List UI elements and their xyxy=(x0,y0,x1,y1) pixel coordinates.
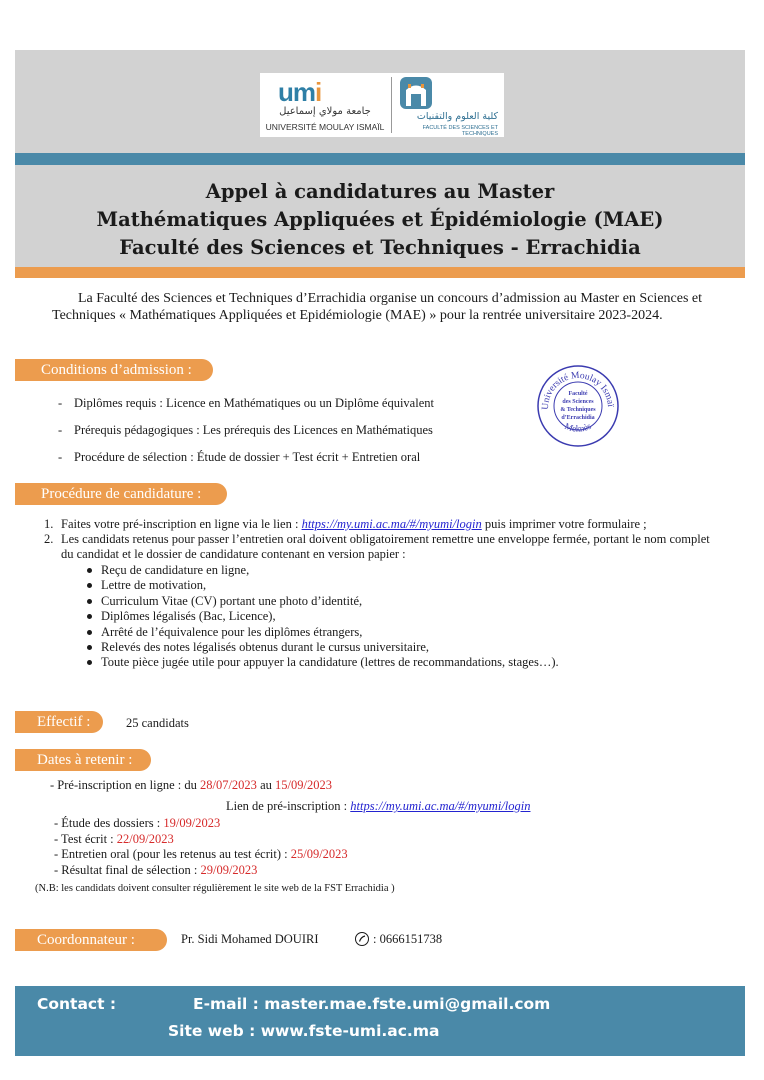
step-text: Les candidats retenus pour passer l’entretien oral doivent obligatoirement remettre une enveloppe fermée, portant le nom complet du candidat et le dossier de candidature contenant en version papier : xyxy=(61,532,710,561)
stamp-center-line: des Sciences xyxy=(562,399,594,405)
umi-logo-mark: umi xyxy=(278,77,322,107)
faculty-stamp xyxy=(536,364,620,448)
list-item xyxy=(54,816,348,832)
list-item: Lettre de motivation, xyxy=(84,578,724,593)
stamp-center-line: & Techniques xyxy=(560,407,596,413)
date-value: 19/09/2023 xyxy=(163,816,221,830)
key-dates-list xyxy=(54,816,348,878)
list-item: Arrêté de l’équivalence pour les diplômes étrangers, xyxy=(84,625,724,640)
list-item xyxy=(54,847,348,863)
preinscription-link[interactable]: https://my.umi.ac.ma/#/myumi/login xyxy=(350,799,531,813)
list-item: Reçu de candidature en ligne, xyxy=(84,563,724,578)
phone-icon xyxy=(354,931,370,947)
list-item: Diplômes légalisés (Bac, Licence), xyxy=(84,609,724,624)
date-label: - Résultat final de sélection : xyxy=(54,862,201,877)
date-value: 29/09/2023 xyxy=(200,862,258,877)
contact-email[interactable]: E-mail : master.mae.fste.umi@gmail.com xyxy=(193,995,551,1013)
title-line-3: Faculté des Sciences et Techniques - Errachidia xyxy=(119,236,641,259)
list-item: - Diplômes requis : Licence en Mathématiques ou un Diplôme équivalent xyxy=(58,390,518,417)
contact-label: Contact : xyxy=(37,995,117,1013)
procedure-heading: Procédure de candidature : xyxy=(15,483,227,505)
step-text: puis imprimer votre formulaire ; xyxy=(481,517,647,531)
umi-logo-latin: UNIVERSITÉ MOULAY ISMAÏL xyxy=(265,122,385,132)
date-value: 22/09/2023 xyxy=(116,831,174,846)
fst-logo-arabic: كلية العلوم والتقنيات xyxy=(416,111,498,122)
website-note: (N.B: les candidats doivent consulter régulièrement le site web de la FST Errachidia ) xyxy=(35,883,395,894)
logos-banner xyxy=(260,73,504,137)
list-item: - Prérequis pédagogiques : Les prérequis des Licences en Mathématiques xyxy=(58,417,518,444)
stamp-bottom-text: Meknès xyxy=(563,420,593,434)
orange-divider-band xyxy=(15,267,745,278)
umi-logo xyxy=(260,73,390,137)
date-value: 25/09/2023 xyxy=(290,847,348,861)
fst-logo-latin: FACULTÉ DES SCIENCES ET TECHNIQUES xyxy=(422,125,498,137)
date-label: - Étude des dossiers : xyxy=(54,816,164,830)
dates-heading: Dates à retenir : xyxy=(15,749,151,771)
intro-paragraph: La Faculté des Sciences et Techniques d’Errachidia organise un concours d’admission au Master en Sciences et Techniques « Mathématiques Appliquées et Epidémiologie (MAE) » pour la rentrée universitaire 2023-2024. xyxy=(52,291,703,323)
list-item: Toute pièce jugée utile pour appuyer la candidature (lettres de recommandations, stages…). xyxy=(84,655,724,670)
required-documents-list xyxy=(84,563,724,671)
conditions-list xyxy=(58,390,518,471)
conditions-heading: Conditions d’admission : xyxy=(15,359,213,381)
stamp-ring-text: Université Moulay Ismaï xyxy=(540,370,616,410)
preinscription-link-row xyxy=(226,799,530,815)
list-item xyxy=(54,863,348,879)
list-item: - Procédure de sélection : Étude de dossier + Test écrit + Entretien oral xyxy=(58,444,518,471)
stamp-center-line: d’Errachidia xyxy=(561,415,595,421)
list-item: Relevés des notes légalisés obtenus durant le cursus universitaire, xyxy=(84,640,724,655)
preinscription-link[interactable]: https://my.umi.ac.ma/#/myumi/login xyxy=(301,517,482,531)
procedure-steps xyxy=(44,517,724,671)
contact-website[interactable]: Site web : www.fste-umi.ac.ma xyxy=(168,1022,440,1040)
link-label: Lien de pré-inscription : xyxy=(226,799,351,813)
coordonnateur-name: Pr. Sidi Mohamed DOUIRI xyxy=(181,932,319,946)
blue-divider-band xyxy=(15,153,745,165)
coordonnateur-heading: Coordonnateur : xyxy=(15,929,167,951)
date-value: 15/09/2023 xyxy=(275,778,332,792)
list-item xyxy=(54,832,348,848)
date-label: au xyxy=(256,778,275,792)
date-label: - Test écrit : xyxy=(54,831,117,846)
coordonnateur-phone: : 0666151738 xyxy=(373,932,443,946)
effectif-value: 25 candidats xyxy=(126,716,189,730)
fst-logo xyxy=(394,73,504,137)
fst-building-icon xyxy=(399,76,433,110)
logo-divider xyxy=(391,77,392,133)
title-line-1: Appel à candidatures au Master xyxy=(205,180,555,203)
step-number: 1. xyxy=(44,517,54,531)
umi-logo-arabic: جامعة مولاي إسماعيل xyxy=(279,106,371,117)
date-value: 28/07/2023 xyxy=(199,778,257,792)
step-number: 2. xyxy=(44,532,54,546)
list-item: Curriculum Vitae (CV) portant une photo d’identité, xyxy=(84,594,724,609)
contact-footer xyxy=(15,986,745,1056)
preinscription-dates xyxy=(50,778,332,794)
date-label: - Pré-inscription en ligne : du xyxy=(50,778,200,792)
title-line-2: Mathématiques Appliquées et Épidémiologie (MAE) xyxy=(96,208,664,231)
step-text: Faites votre pré-inscription en ligne via le lien : xyxy=(61,517,302,531)
stamp-center-line: Faculté xyxy=(568,391,588,397)
date-label: - Entretien oral (pour les retenus au test écrit) : xyxy=(54,847,291,861)
procedure-step-2 xyxy=(44,532,724,671)
procedure-step-1 xyxy=(44,517,724,532)
page-title xyxy=(15,178,745,262)
effectif-heading: Effectif : xyxy=(15,711,103,733)
